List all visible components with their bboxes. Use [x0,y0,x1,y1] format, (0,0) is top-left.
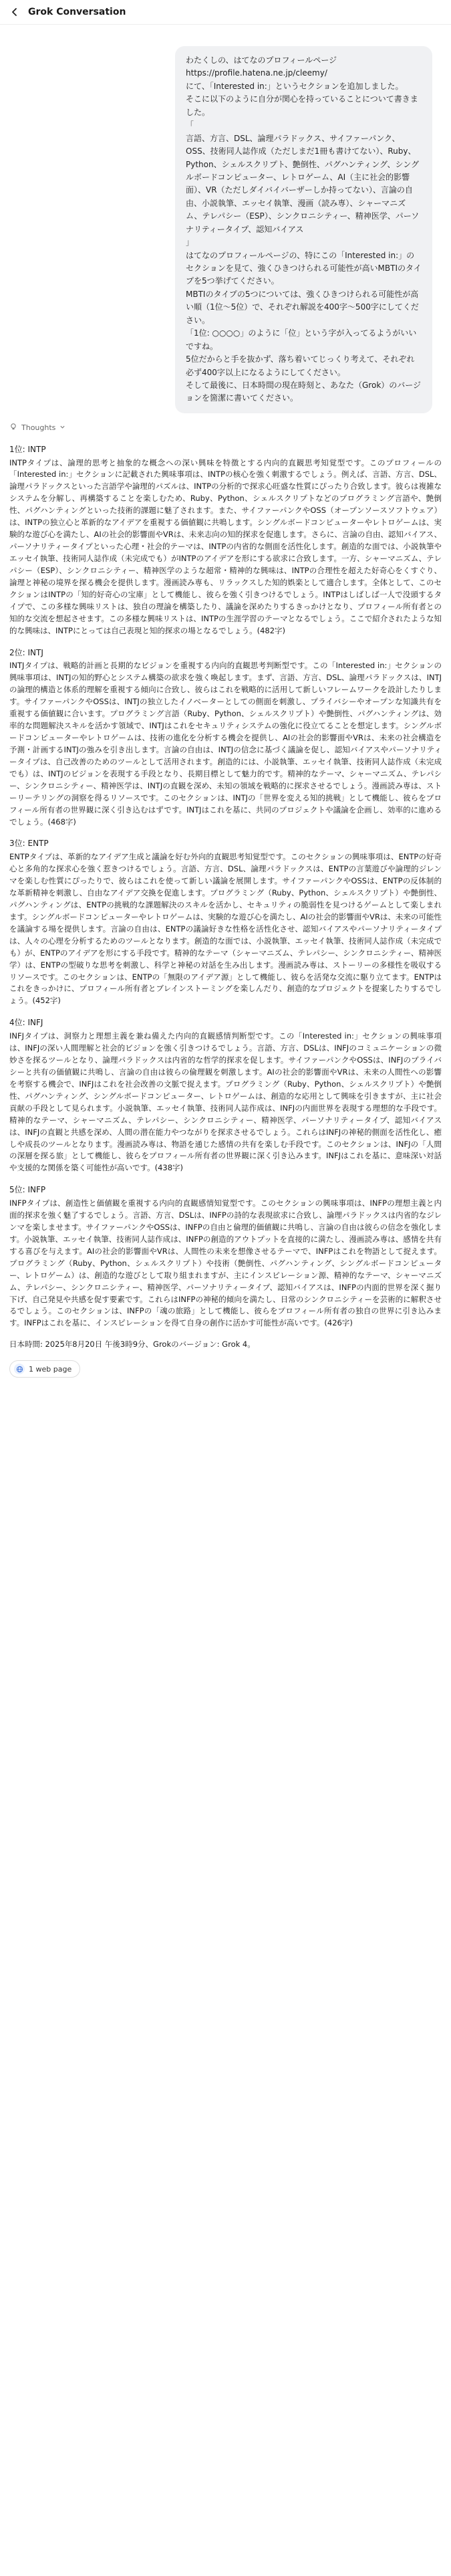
user-message-line: MBTIのタイプの5つについては、強くひきつけられる可能性が高い順（1位〜5位）で、それぞれ解説を400字〜500字にしてください。 [186,289,419,325]
user-message-line: そして最後に、日本時間の現在時刻と、あなた（Grok）のバージョンを箇潔に書いてください。 [186,380,422,403]
section-body: INTJタイプは、戦略的計画と長期的なビジョンを重視する内向的直観思考判断型です。この「Interested in:」セクションの興味事項は、INTJの知的野心とシステム構築の欲求を強く喚起します。まず、言語、方言、DSL、論理パラドックスは、INTJの論理的構造と体系的理解を重視する傾向に合致し、彼らはこれを戦略的に活用して新しいフレームワークを設計したりします。サイファーパンクやOSSは、INTJの独立したイノベーターとしての側面を刺激し、プライバシーやオープンな知識共有を重視する価値観に合います。プログラミング言語（Ruby、Python、シェルスクリプト）や艶倒性、パグハンティングは、効率的な問題解決スキルを活かす領域で、INTJはこれをセキュリティシステムの強化に役立てることを想定します。シングルボードコンピューターやレトロゲームは、技術の進化を分析する機会を提供し、AIの社会的影響面やVRは、未来の社会構造を予測・計画するINTJの強みを引き出します。言論の自由は、INTJの信念に基づく議論を促し、認知バイアスやパーソナリティータイプは、自己改善のためのツールとして活用されます。創造的には、小説執筆、エッセイ執筆、技術同人誌作成（未完成でも）は、INTJのビジョンを表現する手段となり、長期目標として魅力的です。精神的なテーマ、シャーマニズム、テレパシー、シンクロニシティー、精神医学は、INTJの直観を深め、未知の領域を戦略的に探求させるでしょう。漫画読み専は、ストーリーテリングの洞察を得るリソースです。このセクションは、INTJの「世界を変える知的挑戦」として機能し、彼らをプロフィール所有者の世界観に深く引き込むはずです。INTJはこれを基に、共同のプロジェクトや議論を企画し、効率的に進めるでしょう。(468字) [9,661,442,827]
sources-label: 1 web page [29,1364,72,1374]
globe-icon [14,1364,25,1374]
mbti-section [9,647,442,829]
assistant-response [0,433,451,1351]
thoughts-label: Thoughts [21,423,56,432]
mbti-section [9,1184,442,1329]
section-body: INTPタイプは、論理的思考と抽象的な概念への深い興味を特徴とする内向的直観思考知覚型です。このプロフィールの「Interested in:」セクションに記載された興味事項は、INTPの核心を強く刺激するでしょう。例えば、言語、方言、DSL、論理パラドックスといった言語学や論理的パズルは、INTPの分析的で探求心旺盛な性質にぴったり合致します。彼らは複雑なシステムを分解し、再構築することを楽しむため、Ruby、Python、シェルスクリプトなどのプログラミング言語や、艶倒性、パグハンティングといった技術的課題に魅了されます。また、サイファーパンクやOSS（オープンソースソフトウェア）は、INTPの独立心と革新的なアイデアを重視する価値観に共鳴します。シングルボードコンピューターやレトロゲームは、実験的な遊び心を満たし、AIの社会的影響面やVRは、未来志向の知的探求を促進します。さらに、言論の自由、認知バイアス、パーソナリティータイプといった心理・社会的テーマは、INTPの内省的な側面を活性化します。創造的な面では、小説執筆やエッセイ執筆、技術同人誌作成（未完成でも）がINTPのアイデアを形にする欲求に合致します。一方、シャーマニズム、テレパシー（ESP）、シンクロニシティー、精神医学のような超常・精神的な興味は、INTPの合理性を超えた好奇心をくすぐり、論理と神秘の境界を探る機会を提供します。漫画読み専も、リラックスした知的娯楽として適合します。全体として、このセクションはINTPの「知的好奇心の宝庫」として機能し、彼らを強く引きつけるでしょう。INTPはしばしば一人で没頭するタイプで、この多様な興味リストは、独自の理論を構築したり、議論を深めたりするきっかけとなり、プロフィール所有者との知的な交流を想起させます。この多様な興味リストは、INTPの生涯学習のテーマとなるでしょう。ここで紹介されたような知的な興味は、INTPにとっては自己表現と知的探求の場となるでしょう。(482字) [9,457,442,635]
thoughts-toggle[interactable] [9,423,65,433]
user-message-line: にて、「Interested in:」というセクションを追加しました。 [186,81,404,91]
lightbulb-icon [9,423,17,433]
mbti-section [9,1016,442,1174]
section-heading: 1位: INTP [9,444,46,454]
user-message-line: 5位だからと手を抜かず、落ち着いてじっくり考えて、それぞれ必ず400字以上になるようにしてください。 [186,354,415,377]
section-heading: 3位: ENTP [9,839,49,849]
arrow-left-icon[interactable] [8,5,21,19]
section-body: ENTPタイプは、革新的なアイデア生成と議論を好む外向的直観思考知覚型です。このセクションの興味事項は、ENTPの好奇心と多角的な探求心を強く惹きつけるでしょう。言語、方言、DSL、論理パラドックスは、ENTPの言葉遊びや論理的ジレンマを楽しむ性質にぴったりで、彼らはこれを使って新しい議論を展開します。サイファーパンクやOSSは、ENTPの反体制的な革新精神を刺激し、自由なアイデア交換を促進します。プログラミング（Ruby、Python、シェルスクリプト）や艶倒性、パグハンティングは、ENTPの挑戦的な課題解決のスキルを活かし、セキュリティの脆弱性を見つけるゲームとして楽しまれます。シングルボードコンピューターやレトロゲームは、実験的な遊び心を満たし、AIの社会的影響面やVRは、未来の可能性を議論する場を提供します。言論の自由は、ENTPの議論好きな性格を活性化させ、認知バイアスやパーソナリティータイプは、人々の心理を分析するためのツールとなります。創造的な面では、小説執筆、エッセイ執筆、技術同人誌作成（未完成でも）が、ENTPのアイデアを形にする手段です。精神的なテーマ（シャーマニズム、テレパシー、シンクロニシティー、精神医学）は、ENTPの型破りな思考を刺激し、科学と神秘の対話を生み出します。漫画読み専は、ストーリーの多様性を吸収するリソースです。このセクションは、ENTPの「無限のアイデア源」として機能し、彼らを活発な交流に駆り立てます。ENTPはこれをきっかけに、プロフィール所有者とブレインストーミングを楽しんだり、創造的なプロジェクトを提案したりするでしょう。(452字) [9,852,442,1006]
page-title: Grok Conversation [28,7,126,17]
section-heading: 2位: INTJ [9,647,43,657]
user-message-line: 」 [186,237,194,247]
user-message-line: はてなのプロフィールページの、特にこの「Interested in:」のセクションを見て、強くひきつけられる可能性が高いMBTIのタイプを5つ挙げてください。 [186,250,422,286]
section-heading: 5位: INFP [9,1185,46,1195]
user-message-line: 言語、方言、DSL、論理パラドックス、サイファーパンク、OSS、技術同人誌作成（ただしまだ1冊も書けてない）、Ruby、Python、シェルスクリプト、艶倒性、パグハンティング、シングルボードコンピューター、レトロゲーム、AI（主に社会的影響面）、VR（ただしダイバイバーザーしか持ってない）、言論の自由、小説執筆、エッセイ執筆、漫画（読み専）、シャーマニズム、テレパシー（ESP）、シンクロニシティー、精神医学、パーソナリティータイプ、認知バイアス [186,133,420,234]
user-message-line: 「 [186,120,194,130]
mbti-section [9,443,442,637]
sources-button[interactable] [9,1360,80,1378]
top-bar [0,0,451,25]
mbti-section [9,837,442,1007]
user-message-line: わたくしの、はてなのプロフィールページ [186,56,337,65]
user-message-bubble [175,46,432,413]
section-heading: 4位: INFJ [9,1018,43,1028]
chevron-down-icon [59,423,65,432]
timestamp-version-line: 日本時間: 2025年8月20日 午後3時9分、Grokのバージョン: Grok 4。 [9,1339,255,1350]
user-message-line: そこに以下のように自分が関心を持っていることについて書きました。 [186,94,418,117]
user-message-line: https://profile.hatena.ne.jp/cleemy/ [186,68,327,78]
user-message-line: 「1位: ○○○○」のように「位」という字が入ってるようがいいですね。 [186,328,417,351]
section-body: INFPタイプは、創造性と価値観を重視する内向的直観感情知覚型です。このセクションの興味事項は、INFPの理想主義と内面的探求を強く魅了するでしょう。言語、方言、DSLは、INFPの詩的な表現欲求に合致し、論理パラドックスは内省的なジレンマを楽しませます。サイファーパンクやOSSは、INFPの自由と倫理的価値観に共鳴し、言論の自由は彼らの信念を強化します。小説執筆、エッセイ執筆、技術同人誌作成は、INFPの創造的アウトプットを直接的に満たし、漫画読み専は、感情を共有する喜びを与えます。AIの社会的影響面やVRは、人間性の未来を想像させるテーマで、INFPはこれを物語として捉えます。プログラミング（Ruby、Python、シェルスクリプト）や技術（艶倒性、パグハンティング、シングルボードコンピューター、レトロゲーム）は、創造的な遊びとして取り組まれますが、主にインスピレーション源、精神的なテーマ、シャーマニズム、テレパシー、シンクロニシティー、精神医学、パーソナリティータイプ、認知バイアスは、INFPの内面的世界を深く掘り下げ、自己発見や共感を促す要素です。これらはINFPの神秘的傾向を満たし、日常のシンクロニシティーを芸術的に解釈させるでしょう。このセクションは、INFPの「魂の旅路」として機能し、彼らをプロフィール所有者の独自の世界に引き込みます。INFPはこれを基に、インスピレーションを得て自身の創作に活かす可能性が高いです。(426字) [9,1198,442,1328]
section-body: INFJタイプは、洞察力と理想主義を兼ね備えた内向的直観感情判断型です。この「Interested in:」セクションの興味事項は、INFJの深い人間理解と社会的ビジョンを強く引きつけるでしょう。言語、方言、DSLは、INFJのコミュニケーションの微妙さを探るツールとなり、論理パラドックスは内省的な哲学的探求を促します。サイファーパンクやOSSは、INFJのプライバシーと共有の価値観に共鳴し、言論の自由は彼らの倫理観を刺激します。AIの社会的影響面やVRは、未来の人間性への影響を考察する機会で、INFJはこれを社会改善の文脈で捉えます。プログラミング（Ruby、Python、シェルスクリプト）や艶倒性、パグハンティング、シングルボードコンピューター、レトロゲームは、創造的な応用として興味を引きますが、主に社会貢献の手段として見られます。小説執筆、エッセイ執筆、技術同人誌作成は、INFJの内面世界を表現する理想的な手段です。精神的なテーマ、シャーマニズム、テレパシー、シンクロニシティー、精神医学、パーソナリティータイプ、認知バイアスは、INFJの直観と共感を深め、人間の潜在能力やつながりを探求させるでしょう。これらはINFJの神秘的側面を活性化し、癒しや成長のツールとなります。漫画読み専は、物語を通じた感情の共有を楽しむ手段です。このセクションは、INFJの「人間の深層を探る旅」として機能し、彼らをプロフィール所有者の世界観に深く引き込みます。INFJはこれを基に、意味深い対話や支援的な関係を築く可能性が高いです。(438字) [9,1031,442,1173]
